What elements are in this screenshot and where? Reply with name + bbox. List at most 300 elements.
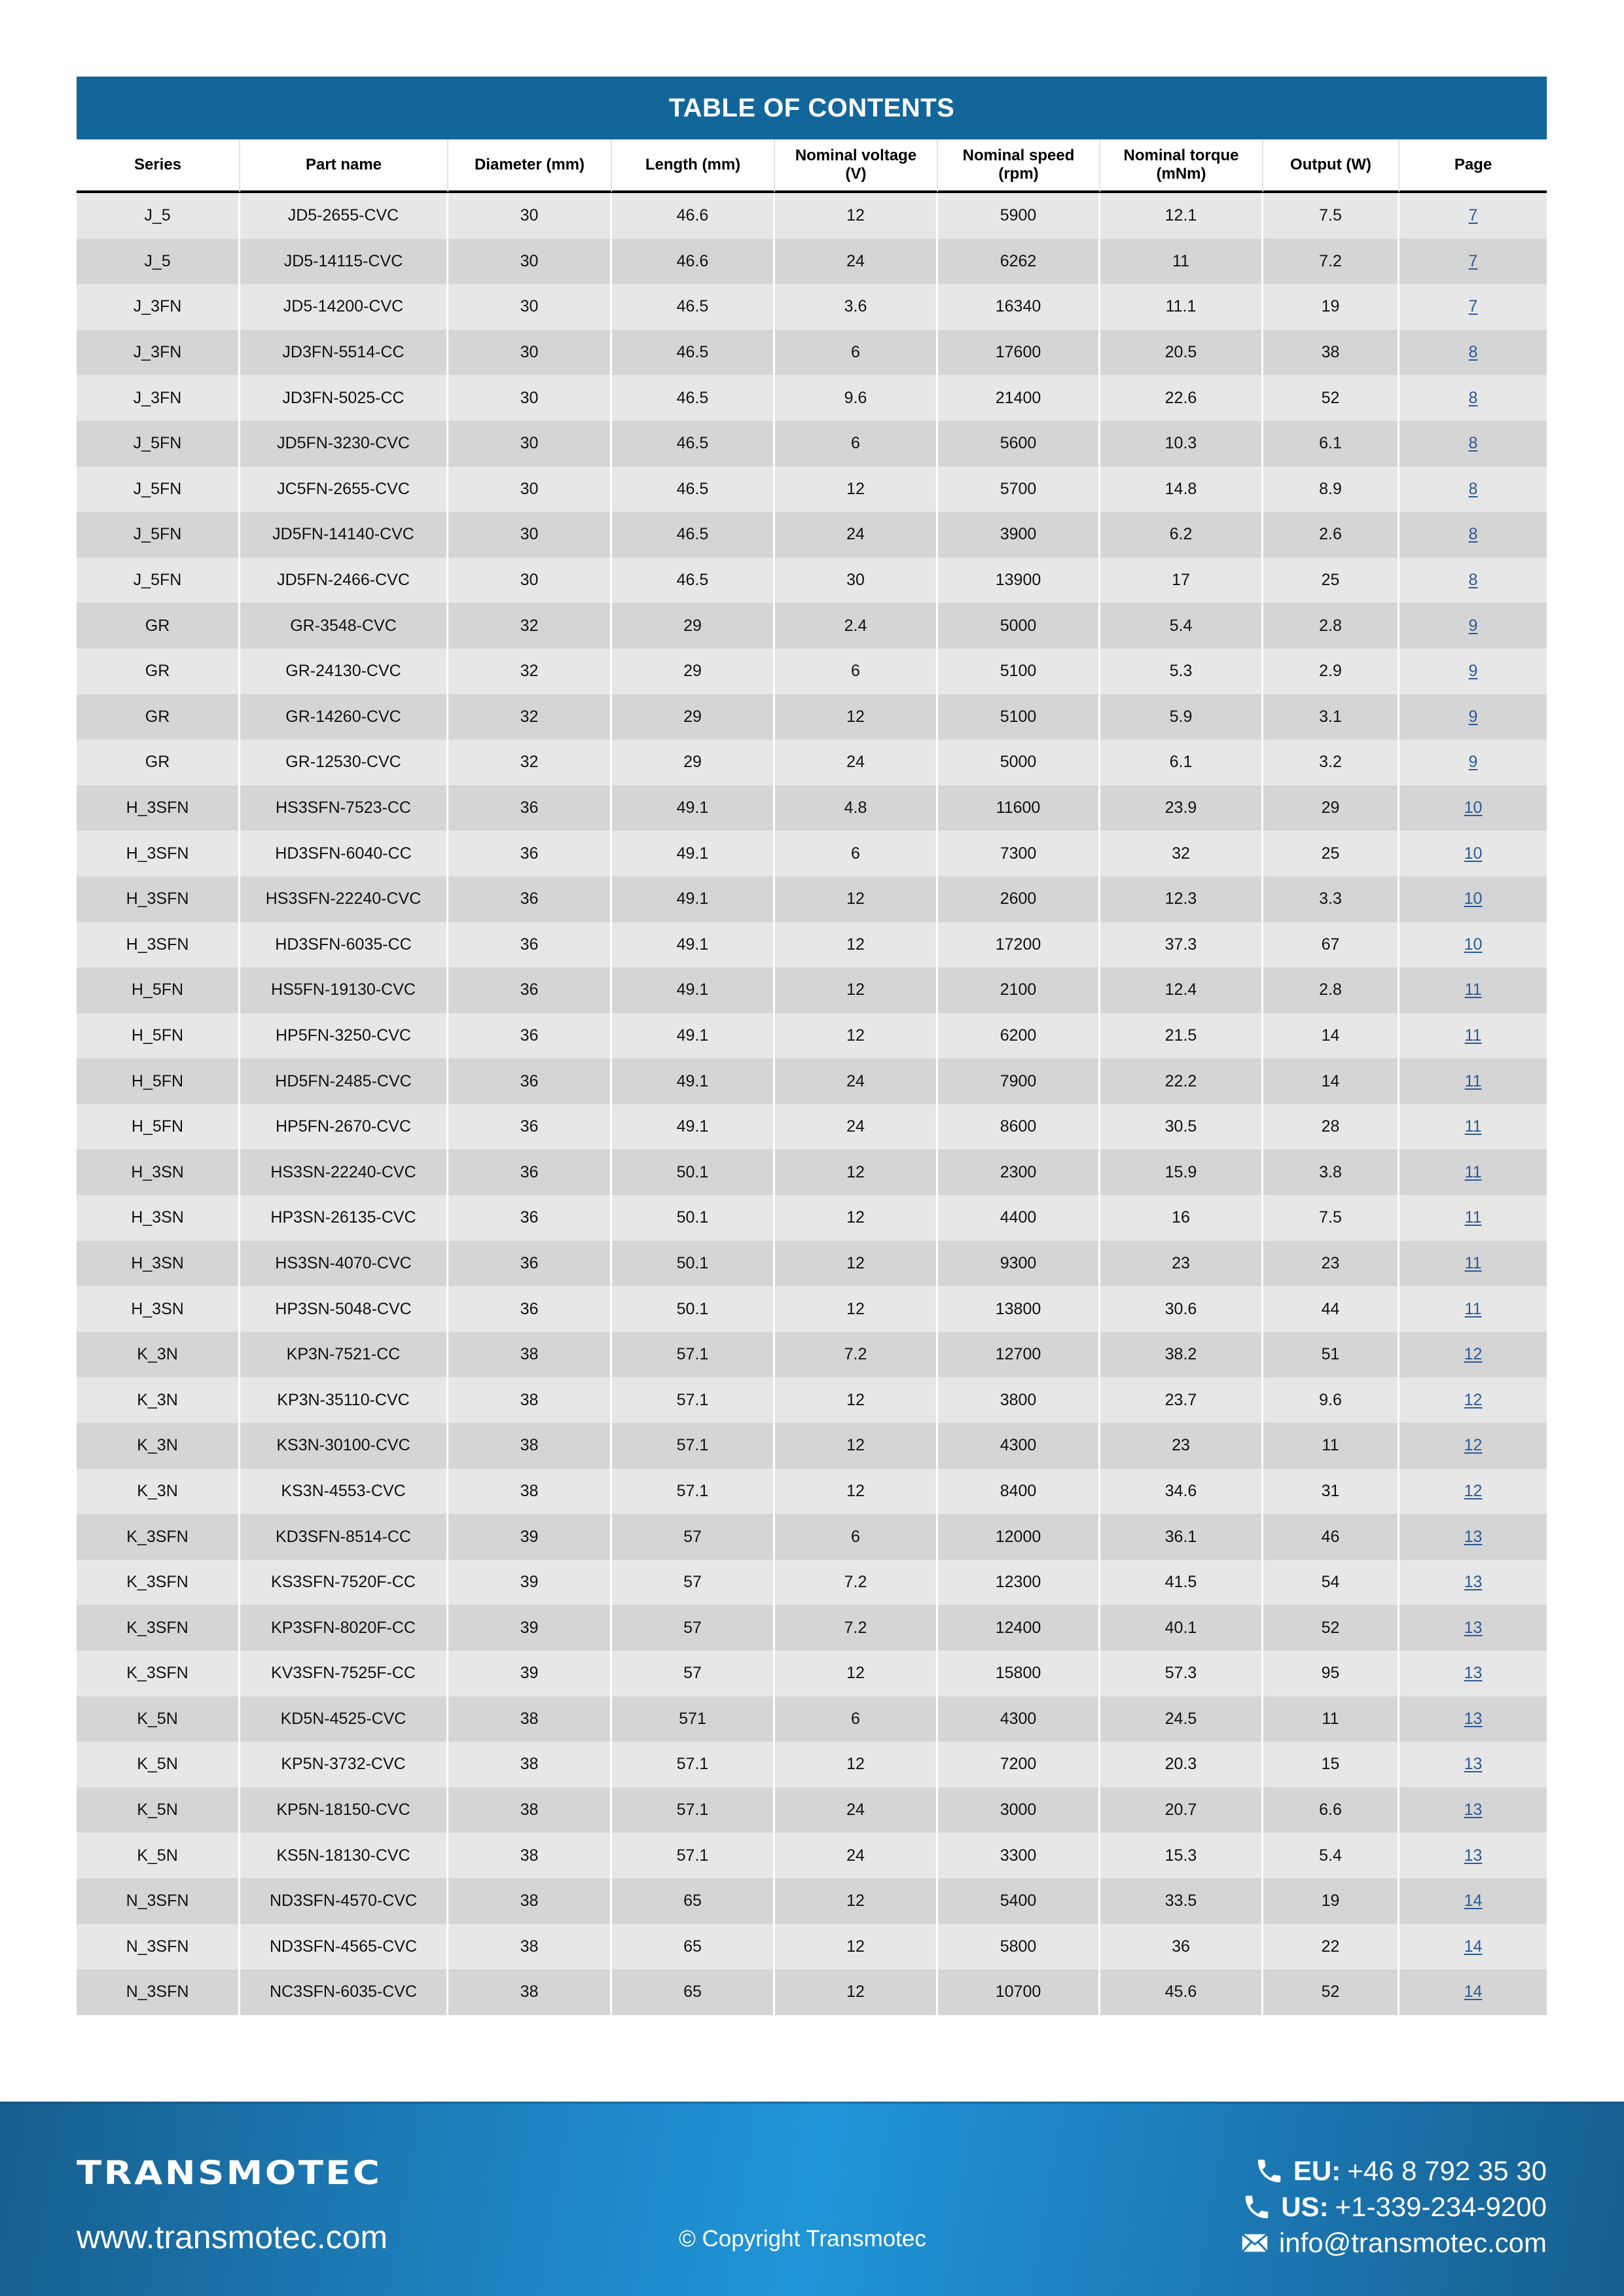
cell-output: 23: [1263, 1241, 1399, 1287]
page-link[interactable]: 7: [1468, 251, 1478, 270]
cell-torque: 20.7: [1100, 1787, 1263, 1833]
cell-voltage: 24: [775, 740, 938, 785]
page-link[interactable]: 8: [1468, 525, 1478, 544]
table-row: [77, 1423, 1547, 1469]
cell-output: 28: [1263, 1104, 1399, 1150]
header-diameter: Diameter (mm): [448, 139, 612, 193]
cell-speed: 5800: [938, 1924, 1100, 1970]
cell-diameter: 36: [448, 1149, 612, 1195]
cell-speed: 5600: [938, 421, 1100, 467]
cell-speed: 12400: [938, 1605, 1100, 1651]
cell-output: 52: [1263, 1969, 1399, 2015]
cell-speed: 5400: [938, 1878, 1100, 1924]
cell-series: K_3N: [77, 1377, 240, 1423]
cell-diameter: 36: [448, 922, 612, 968]
cell-series: J_5FN: [77, 512, 240, 558]
cell-page: [1399, 1286, 1547, 1332]
cell-series: N_3SFN: [77, 1878, 240, 1924]
page-link[interactable]: 8: [1468, 571, 1478, 590]
cell-part-name: JD5-2655-CVC: [240, 193, 448, 239]
cell-series: H_5FN: [77, 1058, 240, 1104]
cell-diameter: 32: [448, 694, 612, 740]
cell-length: 46.5: [612, 284, 775, 330]
page-link[interactable]: 13: [1464, 1664, 1483, 1683]
cell-part-name: GR-12530-CVC: [240, 740, 448, 785]
cell-speed: 3300: [938, 1833, 1100, 1878]
table-row: [77, 1469, 1547, 1515]
table-row: [77, 512, 1547, 558]
cell-torque: 33.5: [1100, 1878, 1263, 1924]
cell-part-name: KP3N-7521-CC: [240, 1332, 448, 1378]
cell-torque: 20.3: [1100, 1742, 1263, 1787]
cell-speed: 5100: [938, 649, 1100, 694]
cell-voltage: 7.2: [775, 1605, 938, 1651]
cell-page: [1399, 1696, 1547, 1742]
cell-speed: 2100: [938, 967, 1100, 1013]
page-link[interactable]: 13: [1464, 1709, 1483, 1728]
cell-series: K_3SFN: [77, 1560, 240, 1605]
cell-page: [1399, 603, 1547, 649]
cell-page: [1399, 1969, 1547, 2015]
contact-eu-value: +46 8 792 35 30: [1347, 2155, 1547, 2186]
cell-speed: 6200: [938, 1013, 1100, 1059]
table-row: [77, 1924, 1547, 1970]
cell-series: H_3SN: [77, 1286, 240, 1332]
cell-torque: 36.1: [1100, 1514, 1263, 1560]
cell-length: 49.1: [612, 1013, 775, 1059]
cell-series: J_5FN: [77, 421, 240, 467]
cell-output: 22: [1263, 1924, 1399, 1970]
cell-diameter: 38: [448, 1742, 612, 1787]
cell-speed: 13800: [938, 1286, 1100, 1332]
cell-voltage: 12: [775, 1469, 938, 1515]
cell-voltage: 12: [775, 193, 938, 239]
cell-speed: 7900: [938, 1058, 1100, 1104]
cell-length: 49.1: [612, 1058, 775, 1104]
envelope-icon: [1240, 2228, 1270, 2258]
table-row: [77, 740, 1547, 785]
header-part-name: Part name: [240, 139, 448, 193]
cell-voltage: 6: [775, 1514, 938, 1560]
page-link[interactable]: 9: [1468, 616, 1478, 635]
cell-voltage: 12: [775, 1195, 938, 1241]
cell-torque: 10.3: [1100, 421, 1263, 467]
cell-speed: 5100: [938, 694, 1100, 740]
cell-speed: 16340: [938, 284, 1100, 330]
cell-voltage: 12: [775, 694, 938, 740]
cell-page: [1399, 922, 1547, 968]
table-row: [77, 1104, 1547, 1150]
cell-torque: 16: [1100, 1195, 1263, 1241]
page-link[interactable]: 11: [1464, 1208, 1482, 1227]
cell-series: K_5N: [77, 1742, 240, 1787]
table-row: [77, 603, 1547, 649]
page-link[interactable]: 9: [1468, 753, 1478, 772]
cell-speed: 4300: [938, 1696, 1100, 1742]
table-row: [77, 1241, 1547, 1287]
table-row: [77, 876, 1547, 922]
cell-length: 65: [612, 1969, 775, 2015]
cell-speed: 4400: [938, 1195, 1100, 1241]
cell-length: 46.6: [612, 239, 775, 285]
cell-series: K_5N: [77, 1787, 240, 1833]
cell-length: 57.1: [612, 1833, 775, 1878]
cell-page: [1399, 876, 1547, 922]
page-footer: [0, 2102, 1624, 2296]
cell-speed: 2600: [938, 876, 1100, 922]
cell-diameter: 36: [448, 1058, 612, 1104]
cell-page: [1399, 193, 1547, 239]
page-link[interactable]: 14: [1464, 1982, 1483, 2001]
cell-output: 54: [1263, 1560, 1399, 1605]
cell-length: 65: [612, 1924, 775, 1970]
cell-diameter: 38: [448, 1878, 612, 1924]
cell-speed: 17200: [938, 922, 1100, 968]
cell-series: K_3SFN: [77, 1605, 240, 1651]
cell-output: 95: [1263, 1651, 1399, 1696]
cell-series: J_5FN: [77, 467, 240, 512]
page-link[interactable]: 13: [1464, 1618, 1483, 1637]
page-link[interactable]: 8: [1468, 434, 1478, 453]
cell-page: [1399, 1104, 1547, 1150]
cell-speed: 17600: [938, 330, 1100, 376]
cell-output: 15: [1263, 1742, 1399, 1787]
cell-page: [1399, 1514, 1547, 1560]
page-link[interactable]: 14: [1464, 1892, 1483, 1910]
cell-series: GR: [77, 694, 240, 740]
cell-series: H_5FN: [77, 967, 240, 1013]
cell-torque: 57.3: [1100, 1651, 1263, 1696]
cell-output: 14: [1263, 1058, 1399, 1104]
cell-part-name: KS3SFN-7520F-CC: [240, 1560, 448, 1605]
cell-torque: 17: [1100, 558, 1263, 603]
cell-page: [1399, 1332, 1547, 1378]
cell-torque: 21.5: [1100, 1013, 1263, 1059]
cell-output: 14: [1263, 1013, 1399, 1059]
cell-voltage: 6: [775, 421, 938, 467]
cell-output: 3.3: [1263, 876, 1399, 922]
page-link[interactable]: 12: [1464, 1345, 1483, 1364]
cell-speed: 13900: [938, 558, 1100, 603]
table-row: [77, 967, 1547, 1013]
cell-diameter: 30: [448, 467, 612, 512]
cell-output: 52: [1263, 1605, 1399, 1651]
cell-page: [1399, 1423, 1547, 1469]
page-link[interactable]: 11: [1464, 1117, 1482, 1136]
table-row: [77, 1514, 1547, 1560]
cell-diameter: 38: [448, 1423, 612, 1469]
cell-speed: 5000: [938, 740, 1100, 785]
header-output: Output (W): [1263, 139, 1399, 193]
cell-diameter: 39: [448, 1651, 612, 1696]
cell-diameter: 36: [448, 876, 612, 922]
cell-page: [1399, 831, 1547, 876]
contact-email[interactable]: [1240, 2225, 1547, 2261]
cell-series: N_3SFN: [77, 1924, 240, 1970]
cell-torque: 40.1: [1100, 1605, 1263, 1651]
cell-speed: 2300: [938, 1149, 1100, 1195]
cell-length: 57: [612, 1514, 775, 1560]
cell-output: 2.6: [1263, 512, 1399, 558]
cell-part-name: KP5N-3732-CVC: [240, 1742, 448, 1787]
cell-part-name: HP5FN-2670-CVC: [240, 1104, 448, 1150]
cell-speed: 21400: [938, 375, 1100, 421]
cell-voltage: 12: [775, 876, 938, 922]
cell-length: 29: [612, 649, 775, 694]
cell-series: J_5FN: [77, 558, 240, 603]
cell-speed: 3000: [938, 1787, 1100, 1833]
cell-speed: 4300: [938, 1423, 1100, 1469]
cell-voltage: 12: [775, 922, 938, 968]
contact-eu-phone[interactable]: [1240, 2153, 1547, 2189]
cell-page: [1399, 1651, 1547, 1696]
page-link[interactable]: 11: [1464, 1299, 1482, 1318]
header-nominal-voltage: Nominal voltage (V): [775, 139, 938, 193]
contact-block: [1240, 2153, 1547, 2261]
cell-speed: 5000: [938, 603, 1100, 649]
cell-page: [1399, 967, 1547, 1013]
cell-output: 9.6: [1263, 1377, 1399, 1423]
cell-page: [1399, 1560, 1547, 1605]
table-row: [77, 922, 1547, 968]
contact-us-phone[interactable]: [1240, 2189, 1547, 2225]
table-row: [77, 1833, 1547, 1878]
cell-series: GR: [77, 603, 240, 649]
cell-voltage: 24: [775, 1833, 938, 1878]
phone-icon: [1254, 2156, 1284, 2186]
cell-torque: 6.2: [1100, 512, 1263, 558]
cell-diameter: 32: [448, 649, 612, 694]
page-link[interactable]: 13: [1464, 1573, 1483, 1592]
cell-speed: 7300: [938, 831, 1100, 876]
page-link[interactable]: 13: [1464, 1801, 1483, 1820]
cell-diameter: 38: [448, 1969, 612, 2015]
cell-diameter: 32: [448, 740, 612, 785]
table-row: [77, 467, 1547, 512]
cell-torque: 36: [1100, 1924, 1263, 1970]
cell-output: 2.8: [1263, 967, 1399, 1013]
cell-output: 31: [1263, 1469, 1399, 1515]
cell-voltage: 12: [775, 1286, 938, 1332]
cell-part-name: HP5FN-3250-CVC: [240, 1013, 448, 1059]
page-link[interactable]: 7: [1468, 206, 1478, 225]
cell-series: K_5N: [77, 1833, 240, 1878]
cell-part-name: KS5N-18130-CVC: [240, 1833, 448, 1878]
cell-torque: 22.2: [1100, 1058, 1263, 1104]
cell-series: H_5FN: [77, 1104, 240, 1150]
brand-logo: TRANSMOTEC: [77, 2154, 382, 2192]
table-row: [77, 1286, 1547, 1332]
cell-diameter: 36: [448, 785, 612, 831]
cell-series: H_3SFN: [77, 876, 240, 922]
page-link[interactable]: 8: [1468, 388, 1478, 407]
page-link[interactable]: 9: [1468, 662, 1478, 681]
cell-diameter: 36: [448, 1286, 612, 1332]
cell-voltage: 24: [775, 239, 938, 285]
cell-torque: 5.4: [1100, 603, 1263, 649]
page-link[interactable]: 7: [1468, 297, 1478, 316]
cell-part-name: KP5N-18150-CVC: [240, 1787, 448, 1833]
cell-output: 46: [1263, 1514, 1399, 1560]
cell-part-name: HS3SN-22240-CVC: [240, 1149, 448, 1195]
cell-output: 6.6: [1263, 1787, 1399, 1833]
cell-series: J_5: [77, 193, 240, 239]
cell-diameter: 36: [448, 1241, 612, 1287]
page-link[interactable]: 12: [1464, 1436, 1483, 1455]
page-link[interactable]: 8: [1468, 343, 1478, 362]
cell-output: 7.5: [1263, 193, 1399, 239]
table-row: [77, 649, 1547, 694]
page-link[interactable]: 14: [1464, 1937, 1483, 1956]
cell-part-name: ND3SFN-4565-CVC: [240, 1924, 448, 1970]
page-link[interactable]: 10: [1464, 889, 1483, 908]
cell-torque: 23: [1100, 1241, 1263, 1287]
page-link[interactable]: 13: [1464, 1846, 1483, 1865]
cell-diameter: 39: [448, 1514, 612, 1560]
cell-torque: 20.5: [1100, 330, 1263, 376]
cell-length: 49.1: [612, 785, 775, 831]
cell-length: 57.1: [612, 1332, 775, 1378]
page-link[interactable]: 10: [1464, 935, 1483, 954]
cell-torque: 5.3: [1100, 649, 1263, 694]
page-link[interactable]: 13: [1464, 1755, 1483, 1774]
page-link[interactable]: 12: [1464, 1481, 1483, 1500]
cell-series: GR: [77, 649, 240, 694]
copyright-text: © Copyright Transmotec: [679, 2226, 926, 2251]
page-link[interactable]: 10: [1464, 844, 1483, 863]
cell-part-name: HS5FN-19130-CVC: [240, 967, 448, 1013]
page-link[interactable]: 9: [1468, 707, 1478, 726]
table-row: [77, 421, 1547, 467]
page-link[interactable]: 10: [1464, 798, 1483, 817]
cell-length: 57: [612, 1605, 775, 1651]
cell-part-name: KD5N-4525-CVC: [240, 1696, 448, 1742]
website-link[interactable]: www.transmotec.com: [77, 2219, 388, 2255]
header-page: Page: [1399, 139, 1547, 193]
cell-page: [1399, 558, 1547, 603]
cell-length: 29: [612, 603, 775, 649]
cell-page: [1399, 1149, 1547, 1195]
cell-voltage: 7.2: [775, 1332, 938, 1378]
cell-speed: 11600: [938, 785, 1100, 831]
cell-output: 19: [1263, 1878, 1399, 1924]
page-link[interactable]: 8: [1468, 479, 1478, 498]
cell-series: H_3SN: [77, 1149, 240, 1195]
cell-page: [1399, 1013, 1547, 1059]
cell-series: GR: [77, 740, 240, 785]
cell-voltage: 12: [775, 1651, 938, 1696]
cell-torque: 22.6: [1100, 375, 1263, 421]
page-link[interactable]: 12: [1464, 1390, 1483, 1409]
table-row: [77, 1787, 1547, 1833]
cell-part-name: GR-24130-CVC: [240, 649, 448, 694]
cell-part-name: ND3SFN-4570-CVC: [240, 1878, 448, 1924]
page-link[interactable]: 11: [1464, 1026, 1482, 1045]
header-series: Series: [77, 139, 240, 193]
cell-series: K_3SFN: [77, 1514, 240, 1560]
cell-output: 29: [1263, 785, 1399, 831]
cell-diameter: 36: [448, 1195, 612, 1241]
page-link[interactable]: 13: [1464, 1527, 1483, 1546]
cell-diameter: 36: [448, 1104, 612, 1150]
cell-speed: 8400: [938, 1469, 1100, 1515]
cell-part-name: KS3N-30100-CVC: [240, 1423, 448, 1469]
table-row: [77, 375, 1547, 421]
table-row: [77, 284, 1547, 330]
cell-page: [1399, 1058, 1547, 1104]
cell-output: 25: [1263, 558, 1399, 603]
page-link[interactable]: 11: [1464, 1071, 1482, 1090]
cell-series: H_5FN: [77, 1013, 240, 1059]
cell-series: K_3N: [77, 1332, 240, 1378]
cell-torque: 45.6: [1100, 1969, 1263, 2015]
cell-length: 46.5: [612, 330, 775, 376]
cell-voltage: 6: [775, 1696, 938, 1742]
cell-length: 49.1: [612, 967, 775, 1013]
cell-voltage: 9.6: [775, 375, 938, 421]
cell-voltage: 12: [775, 1013, 938, 1059]
cell-output: 11: [1263, 1696, 1399, 1742]
cell-length: 57: [612, 1560, 775, 1605]
cell-output: 2.8: [1263, 603, 1399, 649]
cell-length: 49.1: [612, 922, 775, 968]
cell-length: 49.1: [612, 876, 775, 922]
page-link[interactable]: 11: [1464, 980, 1482, 999]
cell-part-name: HP3SN-26135-CVC: [240, 1195, 448, 1241]
cell-page: [1399, 1377, 1547, 1423]
cell-diameter: 30: [448, 193, 612, 239]
cell-length: 57.1: [612, 1469, 775, 1515]
page-link[interactable]: 11: [1464, 1253, 1482, 1272]
cell-output: 8.9: [1263, 467, 1399, 512]
cell-torque: 30.6: [1100, 1286, 1263, 1332]
cell-part-name: NC3SFN-6035-CVC: [240, 1969, 448, 2015]
cell-speed: 12000: [938, 1514, 1100, 1560]
cell-diameter: 38: [448, 1469, 612, 1515]
cell-page: [1399, 239, 1547, 285]
cell-torque: 15.3: [1100, 1833, 1263, 1878]
cell-voltage: 12: [775, 1969, 938, 2015]
table-row: [77, 239, 1547, 285]
cell-series: J_5: [77, 239, 240, 285]
cell-voltage: 12: [775, 1241, 938, 1287]
cell-output: 6.1: [1263, 421, 1399, 467]
cell-torque: 23.7: [1100, 1377, 1263, 1423]
table-row: [77, 193, 1547, 239]
cell-page: [1399, 284, 1547, 330]
contact-us-label: US:: [1281, 2191, 1329, 2222]
cell-voltage: 24: [775, 1104, 938, 1150]
cell-part-name: JD3FN-5025-CC: [240, 375, 448, 421]
cell-voltage: 12: [775, 467, 938, 512]
contact-us-value: +1-339-234-9200: [1335, 2191, 1547, 2222]
cell-part-name: HS3SFN-7523-CC: [240, 785, 448, 831]
page-link[interactable]: 11: [1464, 1162, 1482, 1181]
cell-page: [1399, 649, 1547, 694]
cell-torque: 12.3: [1100, 876, 1263, 922]
table-row: [77, 1742, 1547, 1787]
cell-voltage: 24: [775, 512, 938, 558]
cell-series: K_3N: [77, 1469, 240, 1515]
cell-output: 19: [1263, 284, 1399, 330]
product-table: [77, 139, 1547, 2015]
cell-torque: 34.6: [1100, 1469, 1263, 1515]
table-body: [77, 193, 1547, 2015]
cell-length: 46.5: [612, 467, 775, 512]
cell-part-name: HD5FN-2485-CVC: [240, 1058, 448, 1104]
cell-length: 46.5: [612, 512, 775, 558]
contact-email-value: info@transmotec.com: [1278, 2227, 1547, 2258]
